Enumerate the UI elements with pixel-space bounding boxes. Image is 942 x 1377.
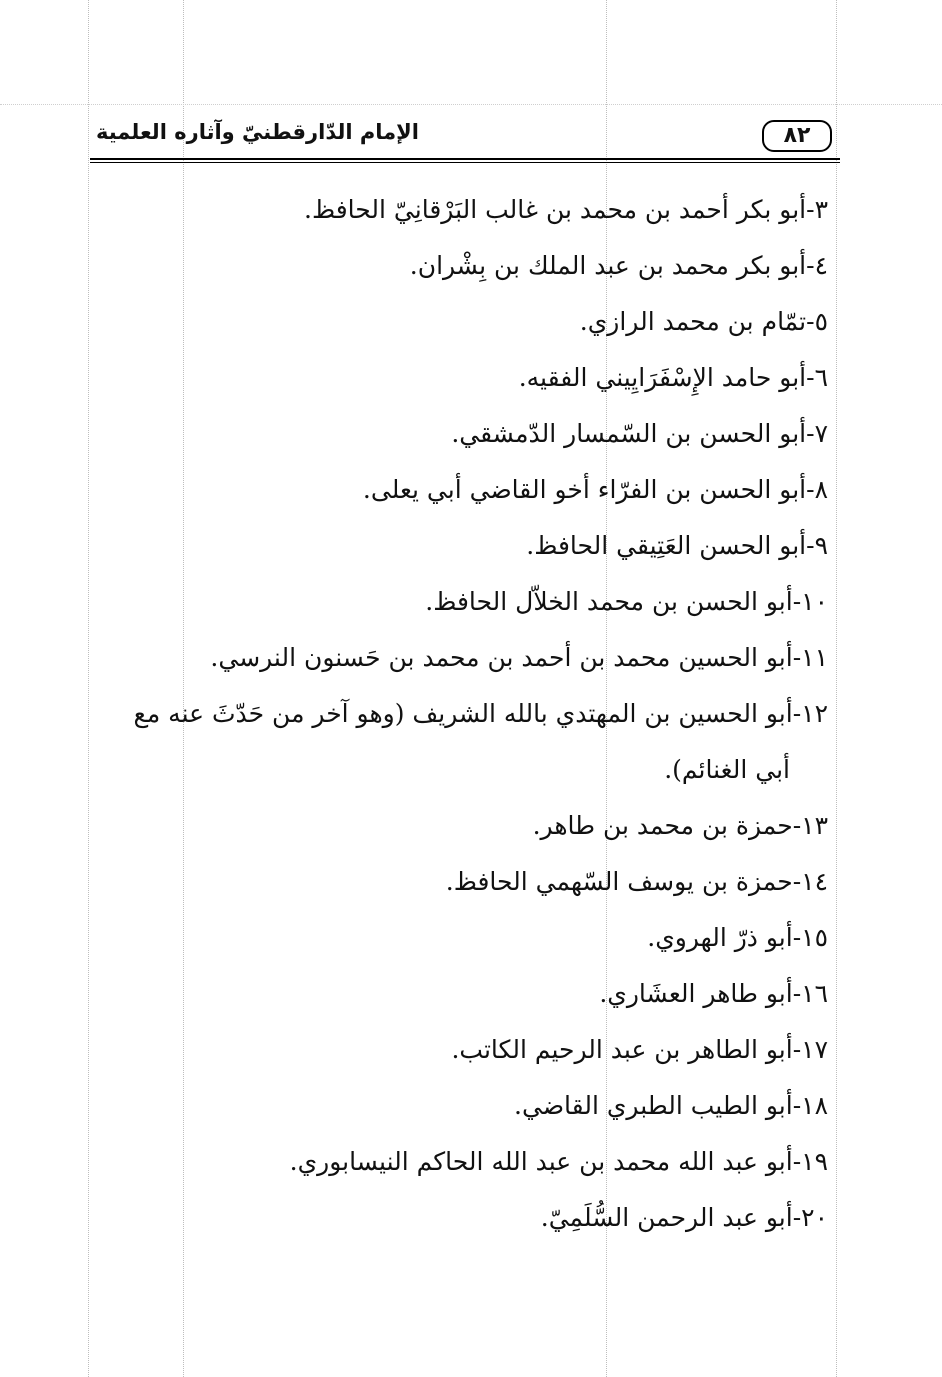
item-text: حمزة بن يوسف السّهمي الحافظ. [445,867,793,896]
item-text: أبو الحسين بن المهتدي بالله الشريف (وهو آخر من حَدّثَ عنه مع [133,699,793,728]
item-number: ٣ [814,195,828,224]
item-number: ١٤ [801,867,828,896]
list-item [88,798,828,854]
item-dash: - [792,587,802,616]
scan-guide-line [836,0,837,1377]
item-number: ٤ [814,251,828,280]
item-text: أبو ذرّ الهروي. [647,923,793,952]
list-item [88,1022,828,1078]
item-dash: - [792,643,802,672]
item-number: ١٣ [801,811,828,840]
item-text: أبو الحسن العَتِيقي الحافظ. [526,531,807,560]
item-text: أبو طاهر العشَاري. [599,979,793,1008]
item-number: ٨ [814,475,828,504]
item-number: ١١ [801,643,828,672]
list-item [88,574,828,630]
item-dash: - [792,699,802,728]
item-number: ٧ [814,419,828,448]
item-number: ٦ [814,363,828,392]
item-dash: - [806,531,815,560]
narrators-list [88,182,828,1246]
list-item [88,1078,828,1134]
item-text: أبو الطاهر بن عبد الرحيم الكاتب. [451,1035,793,1064]
list-item [88,518,828,574]
header-rule [90,158,840,160]
item-dash: - [792,1091,802,1120]
item-text: حمزة بن محمد بن طاهر. [532,811,793,840]
list-item [88,462,828,518]
item-text: أبو بكر محمد بن عبد الملك بن بِشْران. [409,251,807,280]
list-item [88,854,828,910]
item-dash: - [806,419,815,448]
item-number: ١٩ [801,1147,828,1176]
list-item [88,294,828,350]
item-number: ٩ [814,531,828,560]
item-dash: - [792,1147,802,1176]
item-dash: - [806,195,815,224]
item-text: أبو الحسن بن محمد الخلاّل الحافظ. [425,587,793,616]
list-item [88,182,828,238]
item-text: أبو الحسين محمد بن أحمد بن محمد بن حَسنون النرسي. [210,643,793,672]
item-dash: - [806,251,815,280]
item-text: أبو عبد الرحمن السُّلَمِيّ. [540,1203,793,1232]
list-item [88,630,828,686]
list-item [88,686,828,798]
item-dash: - [792,811,802,840]
list-item [88,350,828,406]
item-number: ١٨ [801,1091,828,1120]
item-dash: - [792,923,802,952]
item-dash: - [792,1203,802,1232]
item-number: ١٠ [801,587,828,616]
item-number: ٥ [814,307,828,336]
item-text: أبو بكر أحمد بن محمد بن غالب البَرْقانِيّ الحافظ. [304,195,807,224]
item-dash: - [806,363,815,392]
item-text: أبو حامد الإِسْفَرَايِيني الفقيه. [518,363,807,392]
item-number: ١٦ [801,979,828,1008]
item-number: ١٧ [801,1035,828,1064]
list-item [88,966,828,1022]
list-item [88,1134,828,1190]
item-dash: - [806,307,815,336]
item-number: ٢٠ [801,1203,828,1232]
list-item [88,406,828,462]
item-text: أبو عبد الله محمد بن عبد الله الحاكم النيسابوري. [289,1147,793,1176]
list-item [88,1190,828,1246]
item-dash: - [792,1035,802,1064]
page-number: ٨٢ [762,120,832,152]
item-text: أبو الحسن بن الفرّاء أخو القاضي أبي يعلى. [362,475,807,504]
item-text: أبو الطيب الطبري القاضي. [514,1091,793,1120]
item-number: ١٥ [801,923,828,952]
item-dash: - [792,867,802,896]
list-item [88,238,828,294]
book-title: الإمام الدّارقطنيّ وآثاره العلمية [96,120,419,144]
item-text: أبو الحسن بن السّمسار الدّمشقي. [451,419,807,448]
scan-guide-line [0,104,942,105]
item-dash: - [806,475,815,504]
page-header [90,112,840,162]
item-text: تمّام بن محمد الرازي. [579,307,807,336]
item-continuation: أبي الغنائم). [664,755,790,784]
item-number: ١٢ [801,699,828,728]
list-item [88,910,828,966]
header-rule [90,162,840,163]
item-dash: - [792,979,802,1008]
